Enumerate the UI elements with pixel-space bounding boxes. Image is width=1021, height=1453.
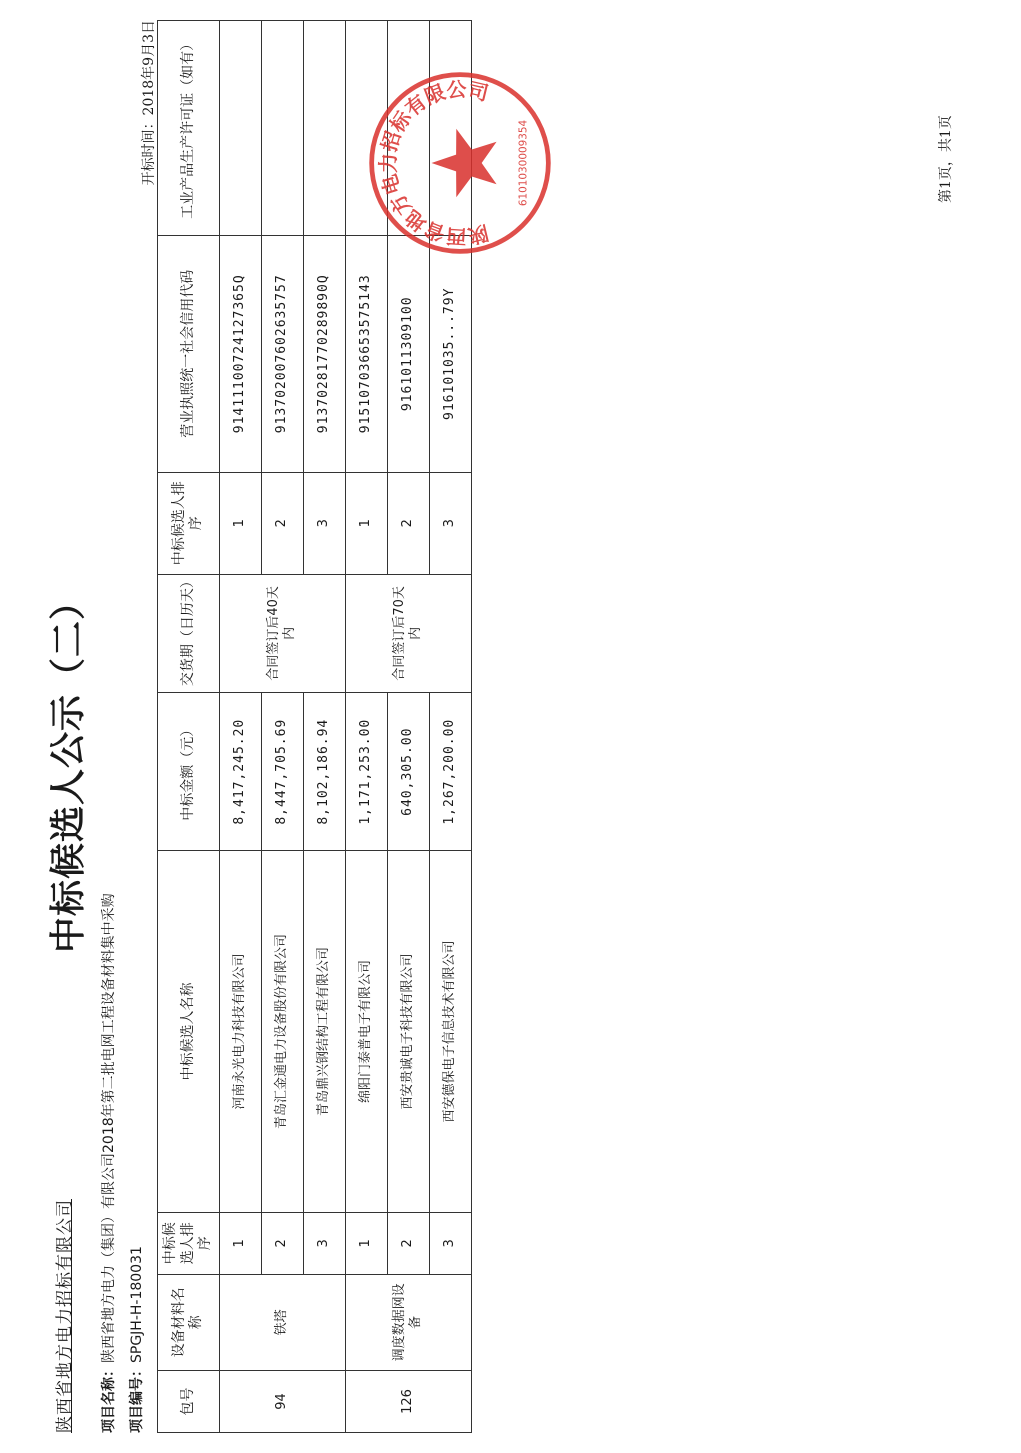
page-number: 第1页，共1页 bbox=[938, 115, 954, 203]
table-header-row bbox=[158, 21, 220, 1433]
project-name-line bbox=[98, 893, 118, 1433]
bid-open-time: 开标时间：2018年9月3日 bbox=[141, 20, 157, 186]
candidate-rank: 3 bbox=[303, 1212, 345, 1274]
candidate-rank-2: 3 bbox=[303, 472, 345, 574]
header-rank: 中标候选人排序 bbox=[158, 1212, 220, 1274]
delivery-period: 合同签订后70天内 bbox=[345, 574, 471, 693]
candidate-name: 河南永光电力科技有限公司 bbox=[219, 851, 261, 1212]
header-material: 设备材料名称 bbox=[158, 1274, 220, 1370]
header-package: 包号 bbox=[158, 1370, 220, 1432]
candidate-rank: 3 bbox=[429, 1212, 471, 1274]
header-amount: 中标金额（元） bbox=[158, 693, 220, 851]
delivery-period: 合同签订后40天内 bbox=[219, 574, 345, 693]
svg-text:陕西省地方电力招标有限公司: 陕西省地方电力招标有限公司 bbox=[375, 77, 491, 249]
project-code-value: SPGJH-H-180031 bbox=[129, 1246, 145, 1363]
seal-star-icon bbox=[432, 129, 497, 198]
candidate-rank-2: 2 bbox=[261, 472, 303, 574]
license-cell bbox=[261, 21, 303, 236]
credit-code: 91370281770289890Q bbox=[303, 235, 345, 472]
candidate-rank: 2 bbox=[387, 1212, 429, 1274]
svg-text:6101030009354: 6101030009354 bbox=[517, 119, 530, 207]
candidate-name: 青岛汇金通电力设备股份有限公司 bbox=[261, 851, 303, 1212]
package-number: 94 bbox=[219, 1370, 345, 1432]
header-license: 工业产品生产许可证（如有） bbox=[158, 21, 220, 236]
bid-amount: 1,171,253.00 bbox=[345, 693, 387, 851]
official-seal-stamp bbox=[365, 68, 555, 258]
project-code-label: 项目编号： bbox=[129, 1363, 145, 1433]
candidate-rank-2: 3 bbox=[429, 472, 471, 574]
bid-amount: 640,305.00 bbox=[387, 693, 429, 851]
header-credit-code: 营业执照统一社会信用代码 bbox=[158, 235, 220, 472]
candidate-name: 绵阳门泰普电子有限公司 bbox=[345, 851, 387, 1212]
bid-amount: 8,447,705.69 bbox=[261, 693, 303, 851]
header-rank-2: 中标候选人排序 bbox=[158, 472, 220, 574]
organization-name: 陕西省地方电力招标有限公司 bbox=[55, 1199, 75, 1433]
license-cell bbox=[219, 21, 261, 236]
credit-code: 9161011309100 bbox=[387, 235, 429, 472]
project-name-value: 陕西省地方电力（集团）有限公司2018年第二批电网工程设备材料集中采购 bbox=[101, 893, 117, 1363]
package-number: 126 bbox=[345, 1370, 471, 1432]
candidate-rank-2: 2 bbox=[387, 472, 429, 574]
page-title: 中标候选人公示（二） bbox=[48, 582, 89, 953]
candidate-name: 西安贵诚电子科技有限公司 bbox=[387, 851, 429, 1212]
credit-code: 916101035...79Y bbox=[429, 235, 471, 472]
credit-code: 91411100724127365Q bbox=[219, 235, 261, 472]
candidate-rank: 1 bbox=[219, 1212, 261, 1274]
credit-code: 913702007602635757 bbox=[261, 235, 303, 472]
table-row bbox=[219, 21, 261, 1433]
candidate-rank: 2 bbox=[261, 1212, 303, 1274]
license-cell bbox=[303, 21, 345, 236]
bid-amount: 8,102,186.94 bbox=[303, 693, 345, 851]
project-code-line bbox=[126, 1246, 146, 1433]
candidate-rank-2: 1 bbox=[219, 472, 261, 574]
header-candidate: 中标候选人名称 bbox=[158, 851, 220, 1212]
table-row bbox=[261, 21, 303, 1433]
project-name-label: 项目名称： bbox=[101, 1363, 117, 1433]
material-name: 铁塔 bbox=[219, 1274, 345, 1370]
bid-amount: 8,417,245.20 bbox=[219, 693, 261, 851]
material-name: 调度数据网设备 bbox=[345, 1274, 471, 1370]
candidate-name: 青岛鼎兴钢结构工程有限公司 bbox=[303, 851, 345, 1212]
bid-amount: 1,267,200.00 bbox=[429, 693, 471, 851]
candidate-rank: 1 bbox=[345, 1212, 387, 1274]
credit-code: 915107036653575143 bbox=[345, 235, 387, 472]
table-row bbox=[303, 21, 345, 1433]
candidate-name: 西安德保电子信息技术有限公司 bbox=[429, 851, 471, 1212]
candidate-rank-2: 1 bbox=[345, 472, 387, 574]
header-delivery: 交货期（日历天） bbox=[158, 574, 220, 693]
